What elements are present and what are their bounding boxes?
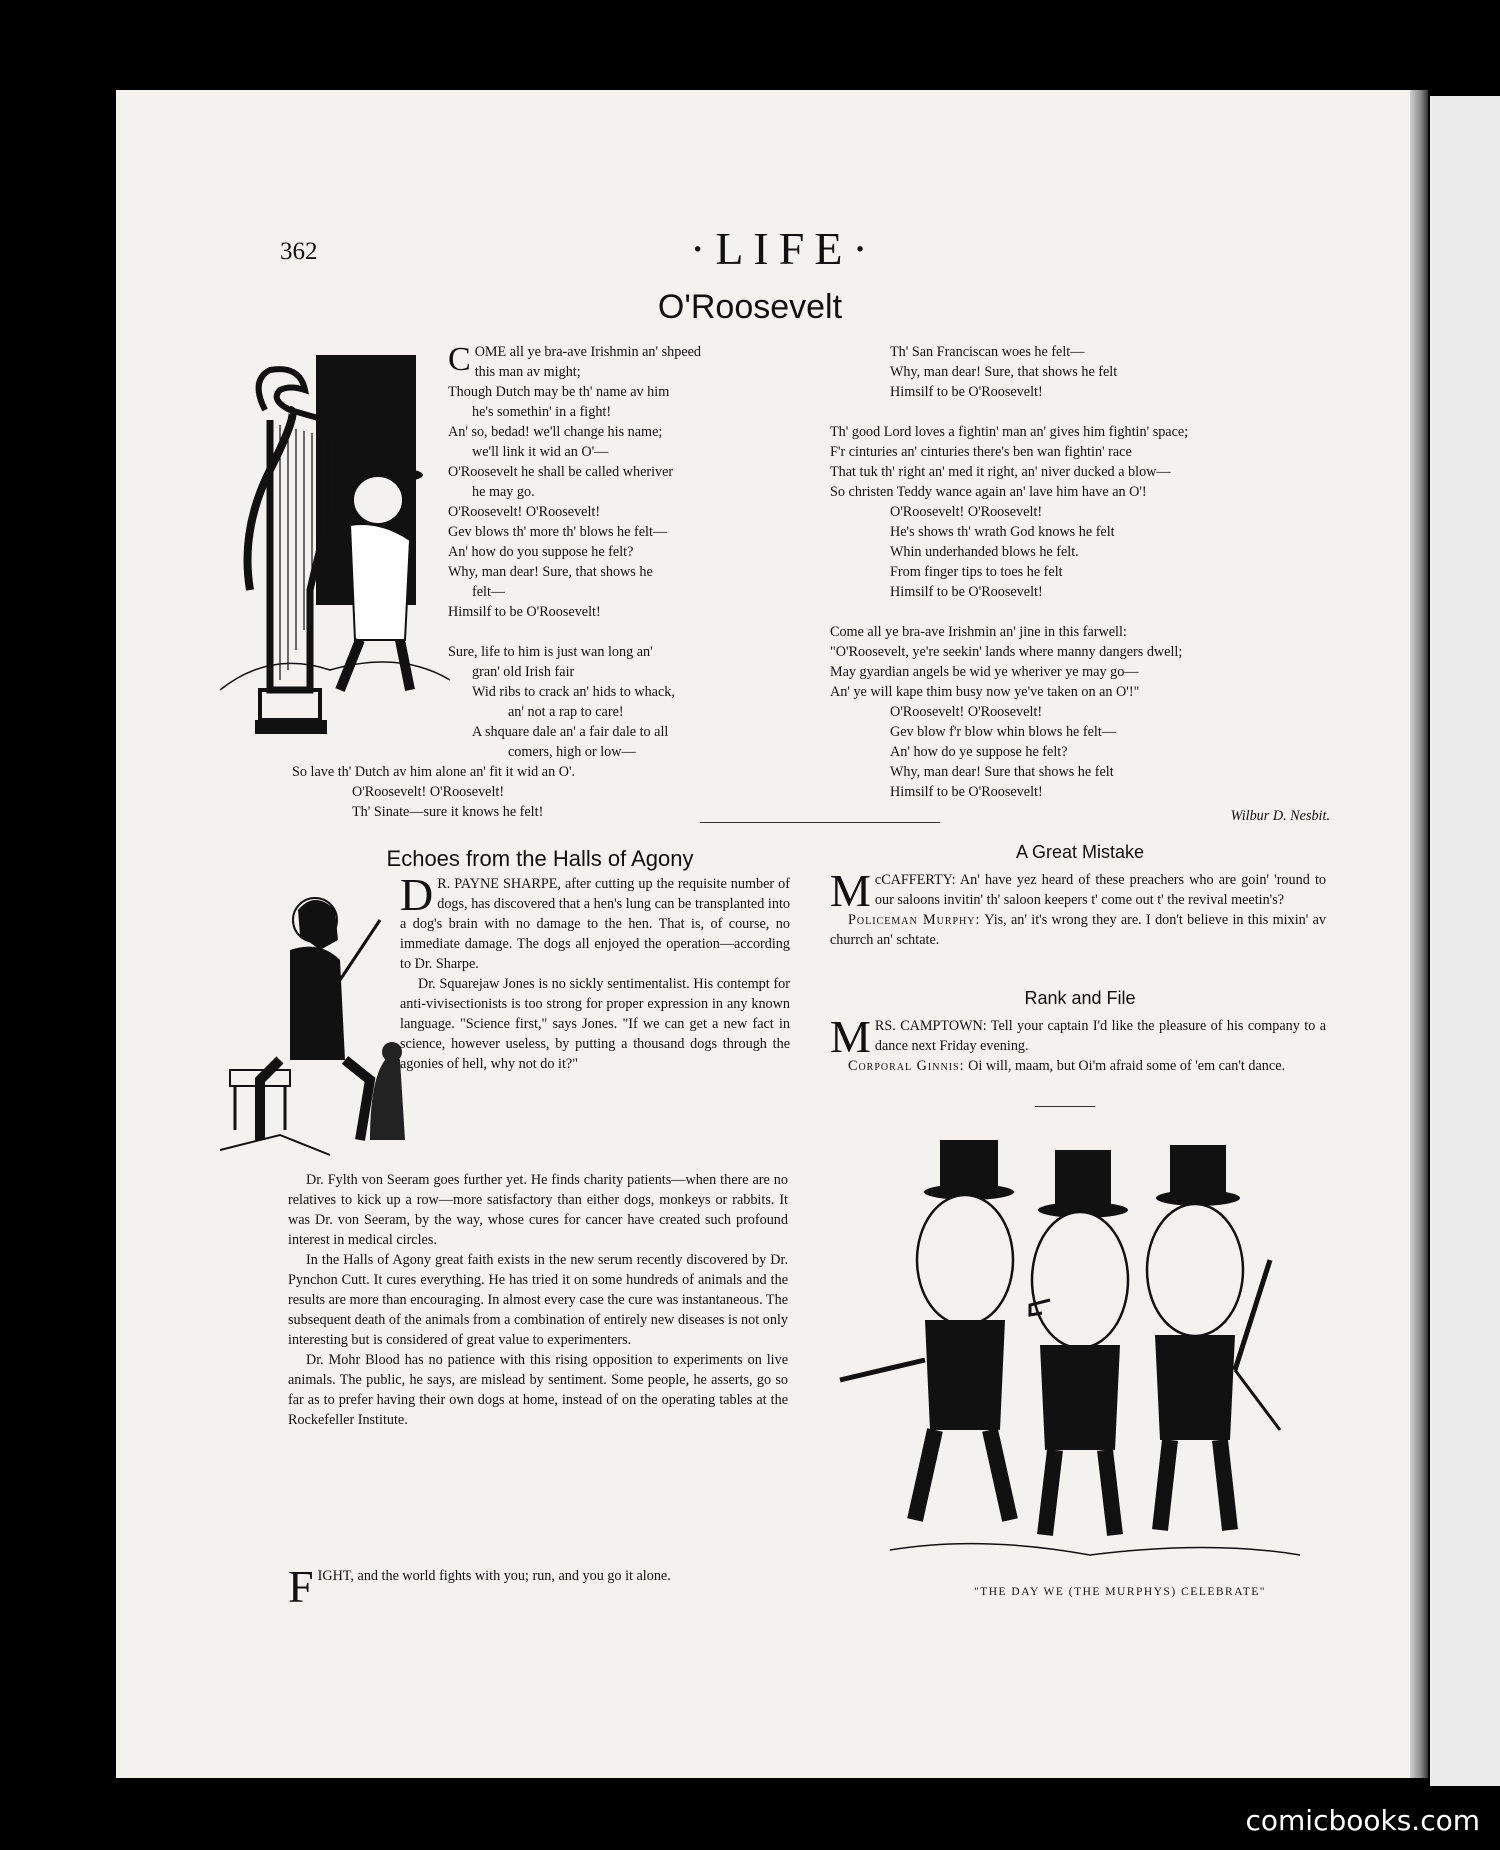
echoes-article-bottom bbox=[288, 1170, 788, 1430]
poem-right-line: An' how do ye suppose he felt? bbox=[890, 744, 1068, 760]
poem-right-column bbox=[830, 342, 1330, 826]
poem-left-line: Why, man dear! Sure, that shows he bbox=[448, 564, 653, 580]
mistake-dropcap: M bbox=[830, 865, 871, 916]
mistake-article bbox=[830, 865, 1326, 950]
poem-right-line: Whin underhanded blows he felt. bbox=[890, 544, 1079, 560]
rank-line-2: Oi will, maam, but Oi'm afraid some of 'em can't dance. bbox=[964, 1058, 1286, 1074]
poem-title: O'Roosevelt bbox=[657, 288, 843, 326]
poem-right-line: From finger tips to toes he felt bbox=[890, 564, 1063, 580]
section-divider bbox=[700, 822, 940, 823]
mistake-line-2: Yis, an' it's wrong they are. I don't believe in this mixin' av churrch an' schtate. bbox=[830, 912, 1326, 948]
poem-left-line: A shquare dale an' a fair dale to all bbox=[472, 724, 669, 740]
fight-text: IGHT, and the world fights with you; run, and you go it alone. bbox=[317, 1568, 671, 1584]
poem-left-line: An' so, bedad! we'll change his name; bbox=[448, 424, 663, 440]
echoes-paragraph-5: Dr. Mohr Blood has no patience with this rising opposition to experiments on live animals. The public, he says, are mislead by sentiment. Some people, he asserts, go so far as to prefer having their own dogs at home, instead of on the operating tables at the Rockefeller Institute. bbox=[288, 1352, 788, 1428]
poem-right-line: "O'Roosevelt, ye're seekin' lands where manny dangers dwell; bbox=[830, 644, 1183, 660]
poem-right-line: Gev blow f'r blow whin blows he felt— bbox=[890, 724, 1116, 740]
echoes-dropcap: D bbox=[400, 869, 434, 920]
mistake-speaker-1: cCAFFERTY: bbox=[874, 872, 956, 888]
potato-man-middle bbox=[1030, 1150, 1128, 1535]
poem-right-line: Why, man dear! Sure, that shows he felt bbox=[890, 364, 1118, 380]
poem-left-column bbox=[448, 342, 788, 762]
poem-left-line: An' how do you suppose he felt? bbox=[448, 544, 634, 560]
rank-line-1: Tell your captain I'd like the pleasure of his company to a dance next Friday evening. bbox=[874, 1018, 1326, 1054]
poem-left-line: Gev blows th' more th' blows he felt— bbox=[448, 524, 668, 540]
poem-dropcap: C bbox=[448, 341, 471, 378]
fight-dropcap: F bbox=[288, 1561, 314, 1612]
echoes-paragraph-3: Dr. Fylth von Seeram goes further yet. He finds charity patients—when there are no relatives to kick up a row—more satisfactory than either dogs, monkeys or rabbits. It was Dr. von Seeram, by the way, whose cures for cancer have created such profound interest in medical circles. bbox=[288, 1172, 788, 1248]
doctor-with-dog-illustration bbox=[220, 880, 420, 1160]
poem-right-line: Why, man dear! Sure that shows he felt bbox=[890, 764, 1114, 780]
poem-right-line: He's shows th' wrath God knows he felt bbox=[890, 524, 1115, 540]
poem-left-line: gran' old Irish fair bbox=[472, 664, 575, 680]
poem-right-line: That tuk th' right an' med it right, an' niver ducked a blow— bbox=[830, 464, 1171, 480]
watermark: comicbooks.com bbox=[1245, 1804, 1480, 1837]
rank-dropcap: M bbox=[830, 1011, 871, 1062]
poem-left-line: Though Dutch may be th' name av him bbox=[448, 384, 670, 400]
poem-right-line bbox=[830, 602, 1330, 622]
poem-left-line: he's somethin' in a fight! bbox=[472, 404, 612, 420]
poem-left-line: O'Roosevelt he shall be called wheriver bbox=[448, 464, 674, 480]
poem-left-line: COME all ye bra-ave Irishmin an' shpeed bbox=[448, 341, 702, 378]
masthead: ·LIFE· bbox=[690, 223, 878, 274]
next-page-edge bbox=[1430, 96, 1500, 1786]
poem-signature: Wilbur D. Nesbit. bbox=[1230, 808, 1330, 824]
rank-title: Rank and File bbox=[1024, 988, 1136, 1008]
poem-tail-line: So lave th' Dutch av him alone an' fit it wid an O'. bbox=[292, 764, 576, 780]
poem-right-line: Th' San Franciscan woes he felt— bbox=[890, 344, 1085, 360]
mistake-title: A Great Mistake bbox=[1015, 842, 1145, 862]
echoes-paragraph-4: In the Halls of Agony great faith exists in the new serum recently discovered by Dr. Pynchon Cutt. It cures everything. He has tried it on some hundreds of animals and the results are more than encouraging. In almost every case the cure was instantaneous. The subsequent death of the animals from a combination of entirely new diseases is not only interesting but is considered of great value to experimenters. bbox=[288, 1252, 788, 1348]
poem-right-line: Himsilf to be O'Roosevelt! bbox=[890, 784, 1043, 800]
rank-speaker-2: Corporal Ginnis: bbox=[848, 1058, 965, 1074]
poem-right-line: Himsilf to be O'Roosevelt! bbox=[890, 384, 1043, 400]
poem-right-line: Come all ye bra-ave Irishmin an' jine in this farwell: bbox=[830, 624, 1127, 640]
poem-right-line: O'Roosevelt! O'Roosevelt! bbox=[890, 704, 1043, 720]
potato-men-cartoon bbox=[830, 1130, 1330, 1570]
poem-left-line: Sure, life to him is just wan long an' bbox=[448, 644, 653, 660]
echoes-article-top bbox=[400, 869, 790, 1074]
poem-tail-line: Th' Sinate—sure it knows he felt! bbox=[352, 804, 544, 820]
potato-man-left bbox=[840, 1140, 1014, 1520]
poem-left-line: he may go. bbox=[472, 484, 535, 500]
poem-right-line: F'r cinturies an' cinturies there's ben wan fightin' race bbox=[830, 444, 1132, 460]
poem-left-line: O'Roosevelt! O'Roosevelt! bbox=[448, 504, 601, 520]
echoes-title: Echoes from the Halls of Agony bbox=[386, 846, 694, 871]
poem-left-line: comers, high or low— bbox=[508, 744, 636, 760]
echoes-paragraph-2: Dr. Squarejaw Jones is no sickly sentimentalist. His contempt for anti-vivisectionists is too strong for proper expression in any known language. "Science first," says Jones. "If we can get a new fact in science, however useless, by putting a thousand dogs through the agonies of hell, why not do it?" bbox=[400, 976, 790, 1072]
poem-right-line: An' ye will kape thim busy now ye've taken on an O'!" bbox=[830, 684, 1140, 700]
poem-left-line: Himsilf to be O'Roosevelt! bbox=[448, 604, 601, 620]
page-binding bbox=[1410, 90, 1428, 1778]
poem-left-line: this man av might; bbox=[474, 364, 581, 380]
poem-left-line bbox=[448, 622, 788, 642]
rank-article bbox=[830, 1011, 1326, 1076]
fight-quip bbox=[288, 1561, 788, 1612]
mistake-speaker-2: Policeman Murphy: bbox=[848, 912, 981, 928]
poem-right-line bbox=[830, 402, 1330, 422]
potato-man-right bbox=[1147, 1145, 1280, 1530]
poem-left-line: we'll link it wid an O'— bbox=[472, 444, 609, 460]
rank-speaker-1: RS. CAMPTOWN: bbox=[874, 1018, 987, 1034]
poem-right-line: O'Roosevelt! O'Roosevelt! bbox=[890, 504, 1043, 520]
poem-tail-line: O'Roosevelt! O'Roosevelt! bbox=[352, 784, 505, 800]
poem-left-line: felt— bbox=[472, 584, 506, 600]
cartoon-caption: "THE DAY WE (THE MURPHYS) CELEBRATE" bbox=[973, 1586, 1266, 1598]
poem-left-tail bbox=[292, 762, 732, 822]
poem-left-line: Wid ribs to crack an' hids to whack, bbox=[472, 684, 675, 700]
poem-right-line: Th' good Lord loves a fightin' man an' gives him fightin' space; bbox=[830, 424, 1189, 440]
poem-right-line: May gyardian angels be wid ye wheriver ye may go— bbox=[830, 664, 1139, 680]
poem-left-line: an' not a rap to care! bbox=[508, 704, 624, 720]
mistake-line-1: An' have yez heard of these preachers who are goin' 'round to our saloons invitin' th' saloon keepers t' come out t' the revival meetin's? bbox=[874, 872, 1326, 908]
poem-right-line: Himsilf to be O'Roosevelt! bbox=[890, 584, 1043, 600]
cartoon-divider bbox=[1035, 1106, 1095, 1107]
poem-right-line: So christen Teddy wance again an' lave him have an O'! bbox=[830, 484, 1147, 500]
page-number: 362 bbox=[280, 238, 318, 265]
echoes-paragraph-1: R. PAYNE SHARPE, after cutting up the requisite number of dogs, has discovered that a hen's lung can be transplanted into a dog's brain with no damage to the hen. That is, of course, no immediate damage. The dogs all enjoyed the operation—according to Dr. Sharpe. bbox=[400, 876, 790, 972]
